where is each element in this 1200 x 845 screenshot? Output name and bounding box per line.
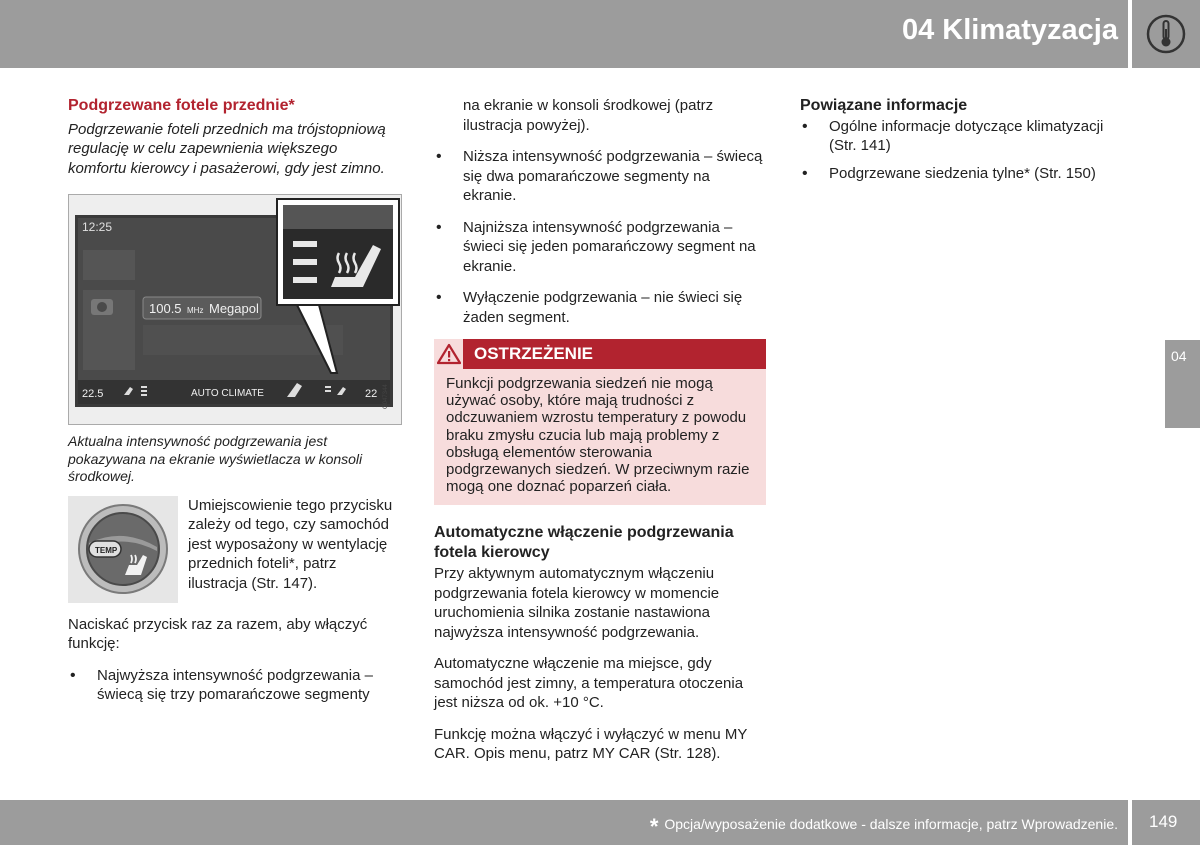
section-intro: Podgrzewanie foteli przednich ma trójstopniową regulację w celu zapewnienia większego komfortu kierowcy i pasażerowi, gdy jest zimno. — [68, 120, 386, 177]
warning-text: Funkcji podgrzewania siedzeń nie mogą używać osoby, które mają trudności z odczuwaniem wzrostu temperatury z powodu braku zmysłu czucia lub mają problemy z obsługą elementów sterowania podgrzewanych siedzeń. W przeciwnym razie mogą one doznać poparzeń ciała. — [446, 375, 750, 496]
center-display-illustration — [69, 195, 401, 424]
list-item: • Wyłączenie podgrzewania – nie świeci się żaden segment. — [434, 288, 766, 327]
page-footer — [0, 800, 1128, 845]
temp-right: 22 — [365, 388, 378, 400]
chapter-title: 04 Klimatyzacja — [901, 14, 1118, 46]
display-figure — [68, 194, 402, 425]
chapter-icon-box — [1132, 0, 1200, 68]
list-item: • Najwyższa intensywność podgrzewania – świecą się trzy pomarańczowe segmenty — [68, 666, 398, 705]
list-item-continuation: na ekranie w konsoli środkowej (patrz ilustracja powyżej). — [463, 97, 714, 134]
related-info-heading: Powiązane informacje — [800, 97, 968, 114]
auto-paragraph-1: Przy aktywnym automatycznym włączeniu podgrzewania fotela kierowcy w momencie uruchomienia silnika zostanie nastawiona najwyższa intensywność podgrzewania. — [434, 565, 720, 641]
heat-level-list-continued — [434, 147, 766, 327]
figure-code: G047344 — [383, 384, 389, 409]
column-1 — [68, 96, 398, 717]
knob-label: TEMP — [95, 546, 118, 555]
auto-heating-heading: Automatyczne włączenie podgrzewania fotela kierowcy — [434, 524, 734, 562]
knob-illustration — [68, 496, 178, 603]
knob-block — [68, 496, 398, 603]
section-heading: Podgrzewane fotele przednie* — [68, 97, 295, 114]
warning-triangle-icon — [434, 339, 466, 369]
page-number-box — [1132, 800, 1200, 845]
footnote-text: Opcja/wyposażenie dodatkowe - dalsze informacje, patrz Wprowadzenie. — [664, 816, 1118, 832]
auto-climate-label: AUTO CLIMATE — [191, 388, 264, 399]
radio-frequency: 100.5 — [149, 301, 182, 316]
warning-title: OSTRZEŻENIE — [474, 344, 594, 364]
instruction-paragraph: Naciskać przycisk raz za razem, aby włączyć funkcję: — [68, 615, 368, 652]
screen-time: 12:25 — [82, 220, 113, 234]
knob-description: Umiejscowienie tego przycisku zależy od tego, czy samochód jest wyposażony w wentylację przednich foteli*, patrz ilustracja (Str. 147). — [188, 496, 393, 592]
column-3 — [800, 96, 1130, 191]
related-links — [800, 117, 1130, 184]
list-item: • Niższa intensywność podgrzewania – świecą się dwa pomarańczowe segmenty na ekranie. — [434, 147, 766, 206]
footnote-star: * — [649, 814, 659, 839]
auto-paragraph-3: Funkcję można włączyć i wyłączyć w menu MY CAR. Opis menu, patrz MY CAR (Str. 128). — [434, 725, 748, 763]
warning-header — [434, 339, 766, 369]
thermometer-icon — [1144, 12, 1188, 56]
temp-left: 22.5 — [82, 388, 104, 400]
related-link[interactable]: • Ogólne informacje dotyczące klimatyzacji (Str. 141) — [800, 117, 1130, 156]
auto-paragraph-2: Automatyczne włączenie ma miejsce, gdy samochód jest zimny, a temperatura otoczenia jest niższa od ok. +10 °C. — [434, 655, 744, 712]
related-link[interactable]: • Podgrzewane siedzenia tylne* (Str. 150) — [800, 164, 1130, 184]
figure-caption: Aktualna intensywność podgrzewania jest pokazywana na ekranie wyświetlacza w konsoli środkowej. — [68, 433, 363, 484]
camera-icon — [91, 299, 113, 315]
footnote — [650, 814, 1118, 840]
chapter-header — [0, 0, 1128, 68]
column-2 — [434, 96, 766, 776]
radio-unit: MHz — [187, 306, 204, 315]
chapter-side-tab[interactable] — [1165, 340, 1200, 428]
side-tab-label: 04 — [1171, 348, 1187, 364]
temp-knob-icon — [73, 499, 173, 599]
page-number: 149 — [1149, 812, 1178, 831]
list-item: • Najniższa intensywność podgrzewania – świeci się jeden pomarańczowy segment na ekranie. — [434, 218, 766, 277]
heat-level-list — [68, 666, 398, 705]
radio-station: Megapol — [209, 301, 259, 316]
warning-box — [434, 339, 766, 505]
